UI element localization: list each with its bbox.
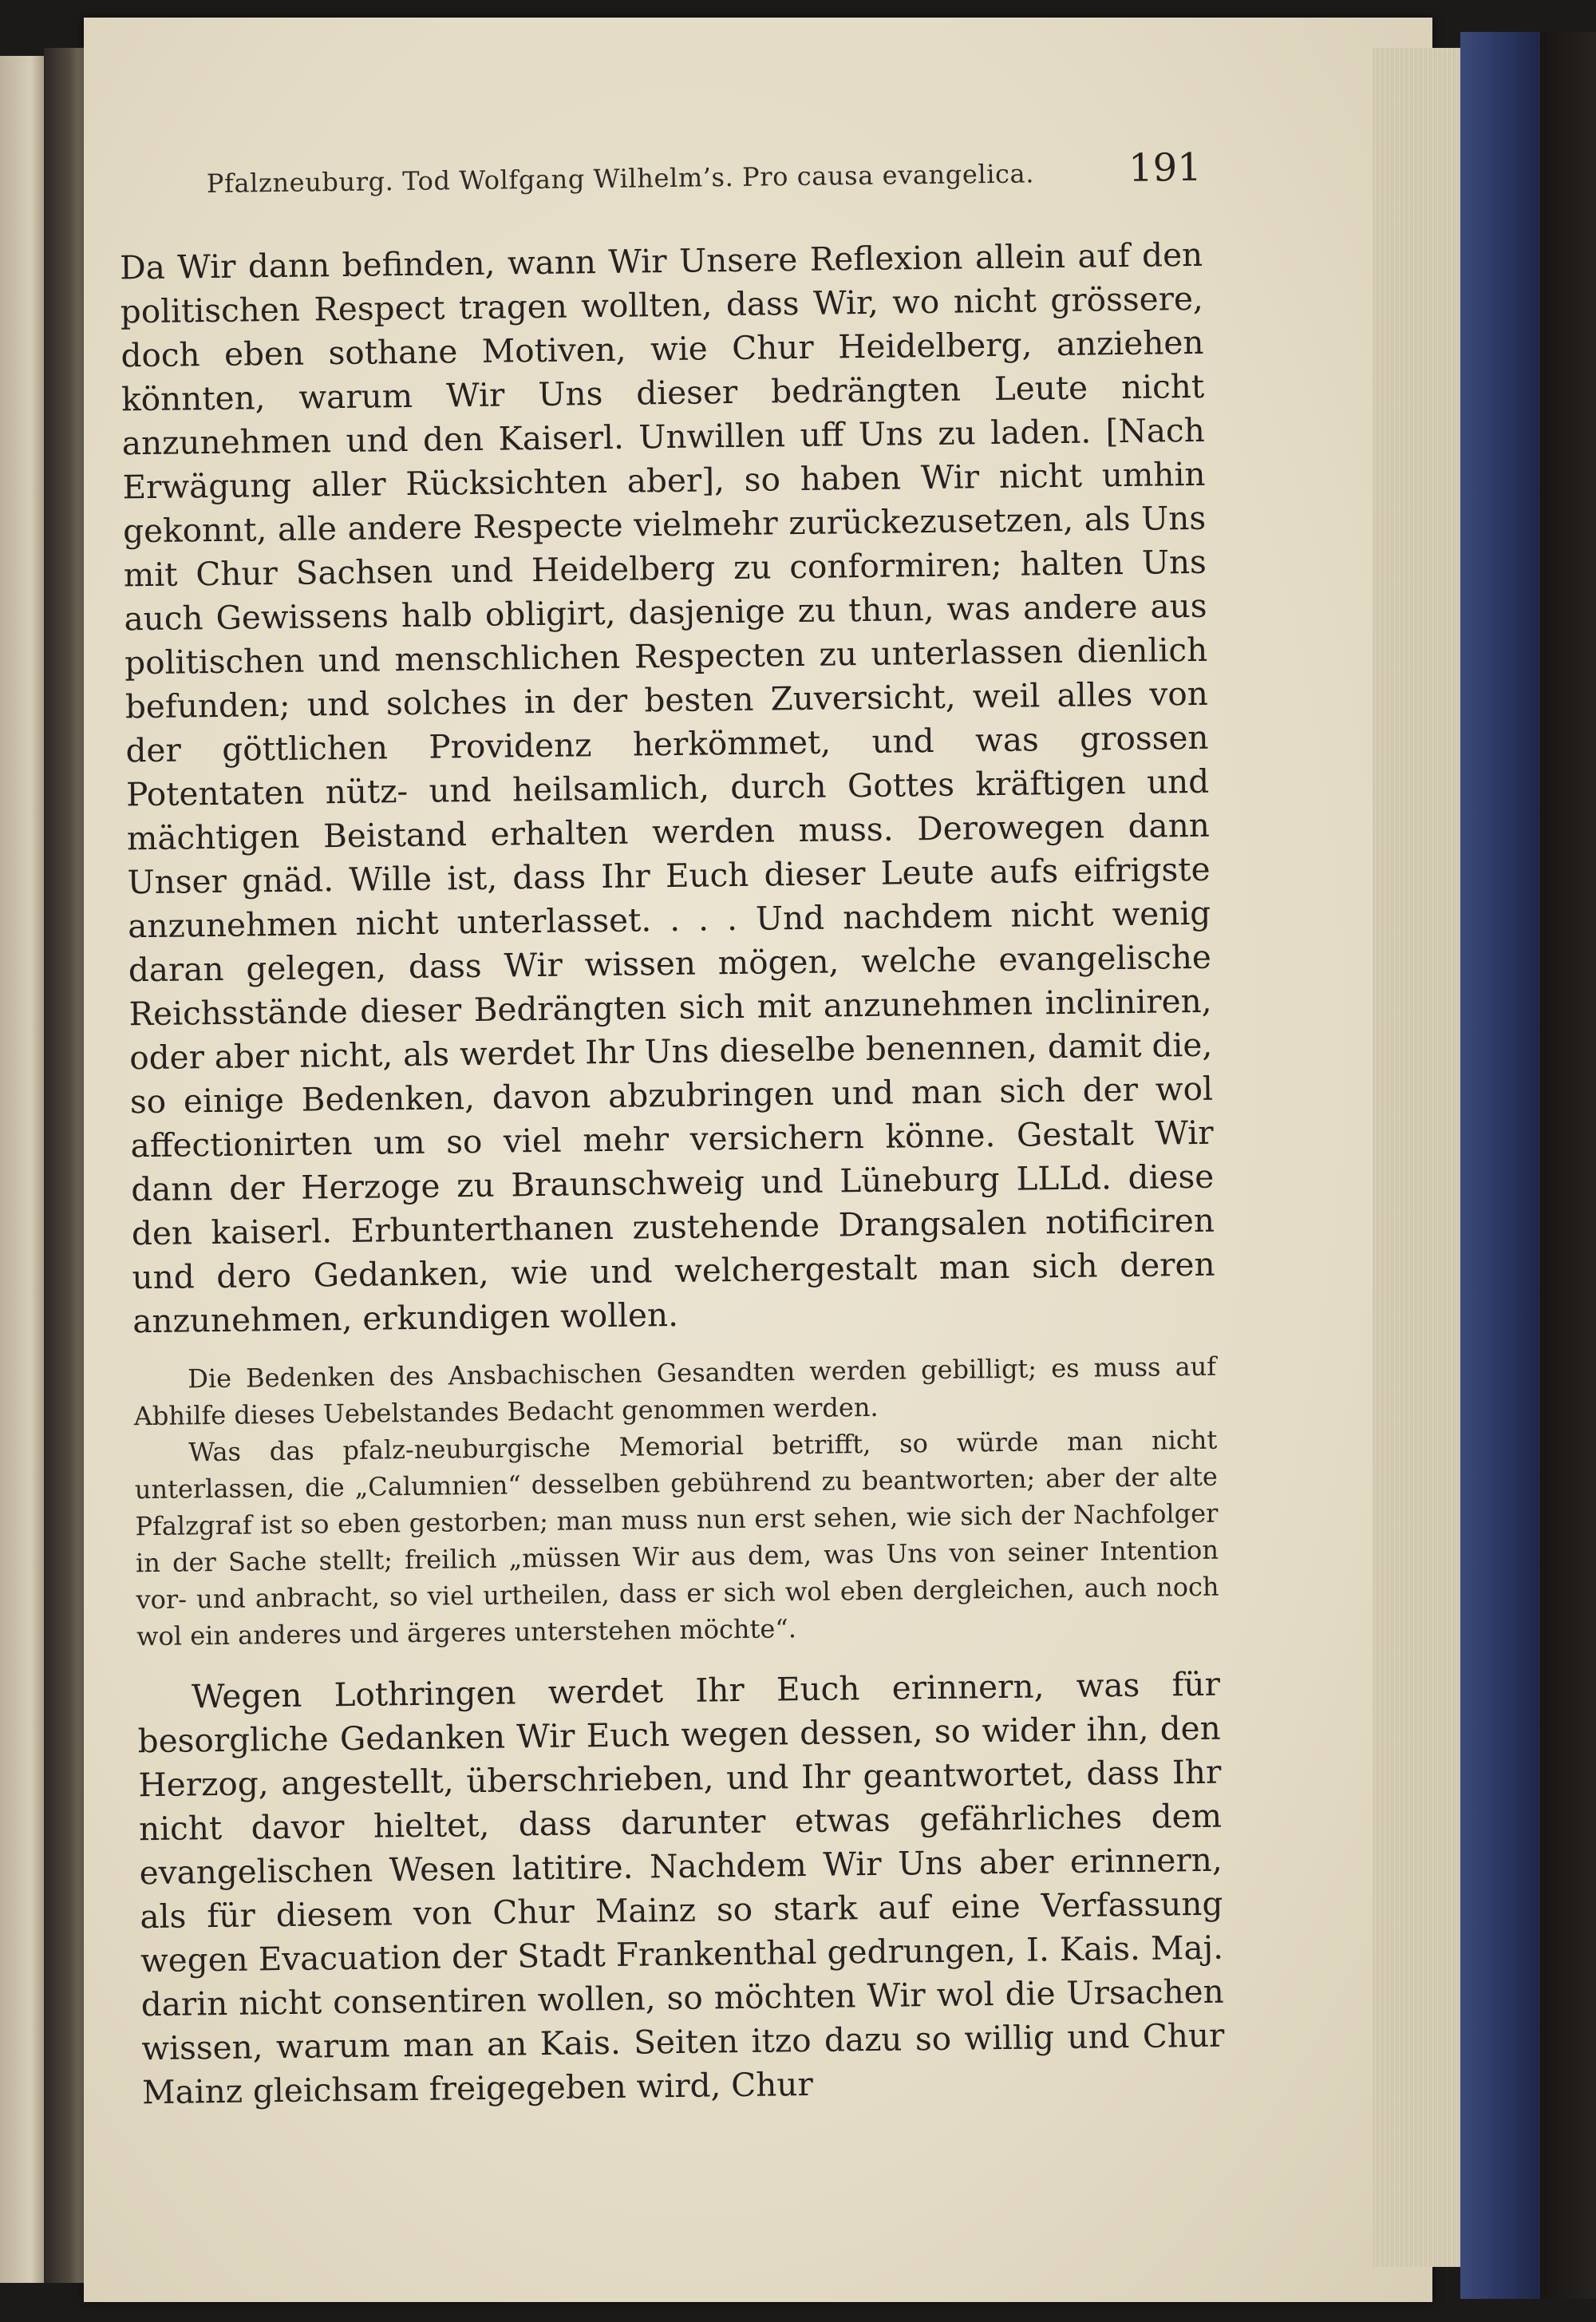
running-head: Pfalzneuburg. Tod Wolfgang Wilhelm’s. Pro causa evangelica.	[206, 158, 1035, 200]
adjacent-page-edge	[0, 56, 44, 2283]
body-paragraph-2: Wegen Lothringen werdet Ihr Euch erinnern, was für besorgliche Gedanken Wir Euch wegen dessen, so wider ihn, den Herzog, angestellt, überschrieben, und Ihr geantwortet, dass Ihr nicht davor hieltet, dass darunter etwas gefährliches dem evangelischen Wesen latitire. Nachdem Wir Uns aber erinnern, als für diesem von Chur Mainz so stark auf eine Verfassung wegen Evacuation der Stadt Frankenthal gedrungen, I. Kais. Maj. darin nicht consentiren wollen, so möchten Wir wol die Ursachen wissen, warum man an Kais. Seiten itzo dazu so willig und Chur Mainz gleichsam freigegeben wird, Chur	[137, 1664, 1225, 2112]
summary-paragraph-2: Was das pfalz-neuburgische Memorial betrifft, so würde man nicht unterlassen, die „Calumnien“ desselben gebührend zu beantworten; aber der alte Pfalzgraf ist so eben gestorben; man muss nun erst sehen, wie sich der Nachfolger in der Sache stellt; freilich „müssen Wir aus dem, was Uns von seiner Intention vor- und anbracht, so viel urtheilen, dass er sich wol eben dergleichen, auch noch wol ein anderes und ärgeres unterstehen möchte“.	[134, 1424, 1219, 1652]
page-number: 191	[1128, 144, 1203, 191]
book-gutter	[44, 48, 88, 2283]
body-paragraph-1: Da Wir dann befinden, wann Wir Unsere Reflexion allein auf den politischen Respect tragen wollten, dass Wir, wo nicht grössere, doch eben sothane Motiven, wie Chur Heidelberg, anziehen könnten, warum Wir Uns dieser bedrängten Leute nicht anzunehmen und den Kaiserl. Unwillen uff Uns zu laden. [Nach Erwägung aller Rücksichten aber], so haben Wir nicht umhin gekonnt, alle andere Respecte vielmehr zurückezusetzen, als Uns mit Chur Sachsen und Heidelberg zu conformiren; halten Uns auch Gewissens halb obligirt, dasjenige zu thun, was andere aus politischen und menschlichen Respecten zu unterlassen dienlich befunden; und solches in der besten Zuversicht, weil alles von der göttlichen Providenz herkömmet, und was grossen Potentaten nütz- und heilsamlich, durch Gottes kräftigen und mächtigen Beistand erhalten werden muss. Derowegen dann Unser gnäd. Wille ist, dass Ihr Euch dieser Leute aufs eifrigste anzunehmen nicht unterlasset. . . . Und nachdem nicht wenig daran gelegen, dass Wir wissen mögen, welche evangelische Reichsstände dieser Bedrängten sich mit anzunehmen incliniren, oder aber nicht, als werdet Ihr Uns dieselbe benennen, damit die, so einige Bedenken, davon abzubringen und man sich der wol affectionirten um so viel mehr versichern könne. Gestalt Wir dann der Herzoge zu Braunschweig und Lüneburg LLLd. diese den kaiserl. Erbunterthanen zustehende Drangsalen notificiren und dero Gedanken, wie und welchergestalt man sich deren anzunehmen, erkundigen wollen.	[119, 235, 1215, 1341]
summary-paragraph-1: Die Bedenken des Ansbachischen Gesandten werden gebilligt; es muss auf Abhilfe dieses Uebelstandes Bedacht genommen werden.	[133, 1351, 1217, 1432]
page-stack-edge	[1373, 48, 1460, 2267]
background-edge	[1540, 32, 1596, 2299]
book-cover-board	[1460, 32, 1540, 2299]
page-content	[119, 144, 1225, 2112]
